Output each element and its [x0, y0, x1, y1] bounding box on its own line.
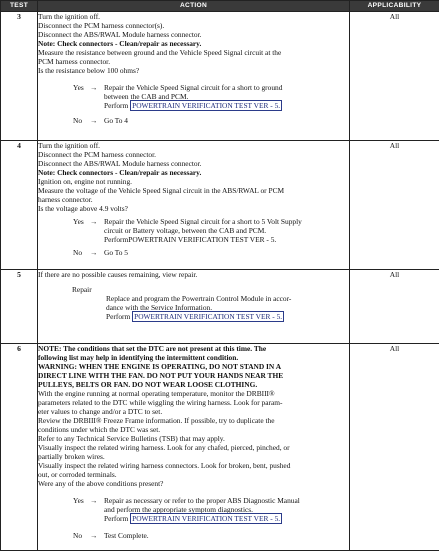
- no-response: [38, 116, 349, 125]
- warning-line: WARNING: WHEN THE ENGINE IS OPERATING, DO NOT STAND IN A: [38, 362, 349, 371]
- yes-label: Yes: [73, 496, 84, 505]
- perform-label: Perform: [104, 101, 128, 110]
- action-line: Disconnect the ABS/RWAL Module harness connector.: [38, 30, 349, 39]
- action-line: Measure the voltage of the Vehicle Speed Signal circuit in the ABS/RWAL or PCM: [38, 186, 349, 195]
- no-response: [38, 248, 349, 257]
- test-number: 3: [1, 12, 38, 141]
- table-header-row: [1, 1, 439, 12]
- test-number: 5: [1, 270, 38, 344]
- action-line: PCM harness connector.: [38, 57, 349, 66]
- question-line: Is the resistance below 100 ohms?: [38, 66, 349, 75]
- no-text: Go To 4: [104, 116, 128, 125]
- perform-line: [38, 101, 349, 110]
- no-label: No: [73, 531, 82, 540]
- arrow-icon: →: [90, 496, 97, 505]
- test-row-5: [1, 270, 439, 344]
- applicability-value: All: [350, 141, 439, 270]
- action-line: Disconnect the PCM harness connector.: [38, 150, 349, 159]
- no-text: Go To 5: [104, 248, 128, 257]
- repair-text: Replace and program the Powertrain Control Module in accor-: [38, 294, 349, 303]
- yes-response: [38, 496, 349, 505]
- test-number: 6: [1, 344, 38, 551]
- action-cell: [38, 141, 350, 270]
- arrow-icon: →: [90, 116, 97, 125]
- arrow-icon: →: [90, 248, 97, 257]
- applicability-value: All: [350, 344, 439, 551]
- yes-text: between the CAB and PCM.: [38, 92, 349, 101]
- action-line: parameters related to the DTC while wiggling the wiring harness. Look for param-: [38, 398, 349, 407]
- action-line: Visually inspect the related wiring harness connectors. Look for broken, bent, pushed: [38, 461, 349, 470]
- verification-test-link[interactable]: POWERTRAIN VERIFICATION TEST VER - 5.: [130, 100, 282, 111]
- action-line: conditions under which the DTC was set.: [38, 425, 349, 434]
- verification-test-link[interactable]: POWERTRAIN VERIFICATION TEST VER - 5.: [132, 311, 284, 322]
- action-line: Disconnect the PCM harness connector(s).: [38, 21, 349, 30]
- action-line: harness connector.: [38, 195, 349, 204]
- applicability-value: All: [350, 12, 439, 141]
- action-line: If there are no possible causes remaining, view repair.: [38, 270, 349, 279]
- no-label: No: [73, 116, 82, 125]
- yes-response: [38, 83, 349, 92]
- no-response: [38, 531, 349, 540]
- yes-text: Repair as necessary or refer to the proper ABS Diagnostic Manual: [104, 496, 300, 505]
- note-line: Note: Check connectors - Clean/repair as necessary.: [38, 39, 349, 48]
- perform-line: [38, 235, 349, 244]
- perform-line: [38, 312, 349, 321]
- action-line: eter values to change and/or a DTC to set.: [38, 407, 349, 416]
- note-line: NOTE: The conditions that set the DTC are not present at this time. The: [38, 344, 349, 353]
- note-line: Note: Check connectors - Clean/repair as necessary.: [38, 168, 349, 177]
- test-number: 4: [1, 141, 38, 270]
- perform-label: Perform: [104, 514, 128, 523]
- action-line: Refer to any Technical Service Bulletins (TSB) that may apply.: [38, 434, 349, 443]
- action-cell: [38, 344, 350, 551]
- yes-label: Yes: [73, 217, 84, 226]
- action-line: out, or corroded terminals.: [38, 470, 349, 479]
- arrow-icon: →: [90, 531, 97, 540]
- header-applicability: APPLICABILITY: [350, 1, 439, 12]
- no-label: No: [73, 248, 82, 257]
- no-text: Test Complete.: [104, 531, 149, 540]
- action-line: With the engine running at normal operating temperature, monitor the DRBIII®: [38, 389, 349, 398]
- question-line: Were any of the above conditions present?: [38, 479, 349, 488]
- warning-line: PULLEYS, BELTS OR FAN. DO NOT WEAR LOOSE CLOTHING.: [38, 380, 349, 389]
- question-line: Is the voltage above 4.9 volts?: [38, 204, 349, 213]
- test-row-4: [1, 141, 439, 270]
- action-line: Turn the ignition off.: [38, 12, 349, 21]
- yes-response: [38, 217, 349, 226]
- arrow-icon: →: [90, 83, 97, 92]
- repair-text: dance with the Service Information.: [38, 303, 349, 312]
- action-line: partially broken wires.: [38, 452, 349, 461]
- yes-text: Repair the Vehicle Speed Signal circuit for a short to 5 Volt Supply: [104, 217, 302, 226]
- verification-test-link[interactable]: POWERTRAIN VERIFICATION TEST VER - 5.: [130, 513, 282, 524]
- yes-text: circuit or Battery voltage, between the CAB and PCM.: [38, 226, 349, 235]
- action-cell: [38, 12, 350, 141]
- action-line: Disconnect the ABS/RWAL Module harness connector.: [38, 159, 349, 168]
- applicability-value: All: [350, 270, 439, 344]
- action-line: Visually inspect the related wiring harness. Look for any chafed, pierced, pinched, or: [38, 443, 349, 452]
- action-cell: [38, 270, 350, 344]
- perform-label: Perform: [104, 235, 128, 244]
- yes-text: and perform the appropriate symptom diagnostics.: [38, 505, 349, 514]
- verification-test-link[interactable]: POWERTRAIN VERIFICATION TEST VER - 5.: [128, 235, 276, 244]
- test-row-6: [1, 344, 439, 551]
- header-action: ACTION: [38, 1, 350, 12]
- action-line: Review the DRBIII® Freeze Frame information. If possible, try to duplicate the: [38, 416, 349, 425]
- repair-label: Repair: [38, 285, 349, 294]
- yes-text: Repair the Vehicle Speed Signal circuit for a short to ground: [104, 83, 282, 92]
- perform-line: [38, 514, 349, 523]
- yes-label: Yes: [73, 83, 84, 92]
- perform-label: Perform: [106, 312, 130, 321]
- action-line: Measure the resistance between ground and the Vehicle Speed Signal circuit at the: [38, 48, 349, 57]
- test-row-3: [1, 12, 439, 141]
- action-line: Turn the ignition off.: [38, 141, 349, 150]
- action-line: Ignition on, engine not running.: [38, 177, 349, 186]
- arrow-icon: →: [90, 217, 97, 226]
- note-line: following list may help in identifying the intermittent condition.: [38, 353, 349, 362]
- warning-line: DIRECT LINE WITH THE FAN. DO NOT PUT YOUR HANDS NEAR THE: [38, 371, 349, 380]
- header-test: TEST: [1, 1, 38, 12]
